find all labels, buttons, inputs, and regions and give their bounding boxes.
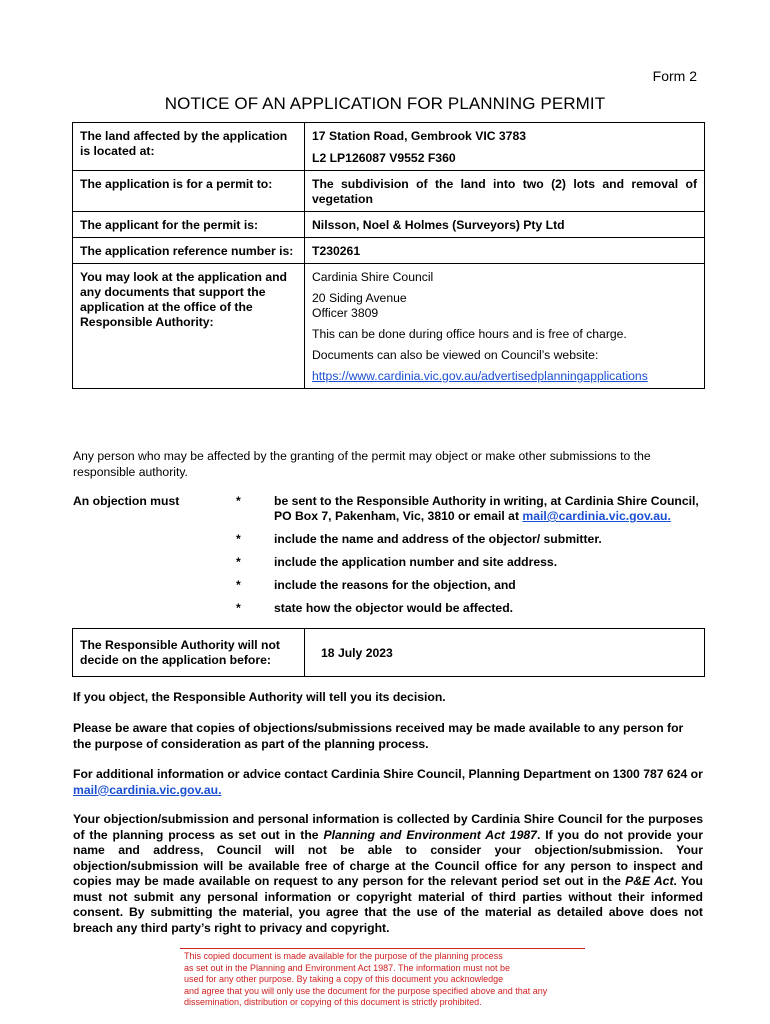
office-hours-note: This can be done during office hours and is free of charge. <box>312 327 627 341</box>
application-details-table <box>72 122 705 389</box>
objection-item-4: include the reasons for the objection, and <box>274 578 516 592</box>
page-title: NOTICE OF AN APPLICATION FOR PLANNING PERMIT <box>164 94 606 113</box>
if-object-text: If you object, the Responsible Authority will tell you its decision. <box>73 690 446 704</box>
objection-item-2: include the name and address of the objector/ submitter. <box>274 532 602 546</box>
table-row <box>73 238 705 264</box>
objection-label: An objection must <box>73 494 180 508</box>
bullet-icon: * <box>236 555 241 569</box>
disclaimer-line-3: used for any other purpose. By taking a copy of this document you acknowledge <box>184 974 504 985</box>
objection-item-1 <box>274 494 703 524</box>
copy-disclaimer <box>184 951 594 1009</box>
copies-text: Please be aware that copies of objections/submissions received may be made available to any person for the purpose of consideration as part of the planning process. <box>73 721 684 751</box>
permit-label: The application is for a permit to: <box>73 171 305 212</box>
land-parcel: L2 LP126087 V9552 F360 <box>312 151 456 165</box>
look-label: You may look at the application and any documents that support the application at the office of the Responsible Authority: <box>73 264 305 389</box>
privacy-part-3: . You must not submit any personal information or copyright material of third parties without their informed consent. By submitting the material, you agree that the use of the material as detailed above does not breach any third party’s right to privacy and copyright. <box>73 874 703 935</box>
objection-item-3: include the application number and site address. <box>274 555 558 569</box>
objection-item <box>73 532 703 547</box>
contact-email-link[interactable]: mail@cardinia.vic.gov.au. <box>73 782 222 797</box>
website-note: Documents can also be viewed on Council’s website: <box>312 348 599 362</box>
table-row <box>73 629 705 677</box>
disclaimer-line-2: as set out in the Planning and Environment Act 1987. The information must not be <box>184 962 511 973</box>
objection-item-5: state how the objector would be affected. <box>274 601 514 615</box>
land-label: The land affected by the application is located at: <box>73 123 305 171</box>
decision-date: 18 July 2023 <box>305 629 705 677</box>
objection-item <box>73 555 703 570</box>
office-street: 20 Siding Avenue <box>312 291 407 305</box>
act-short-name: P&E Act <box>625 874 674 888</box>
form-number: Form 2 <box>652 68 697 84</box>
bullet-icon: * <box>236 494 241 508</box>
bullet-icon: * <box>236 601 241 615</box>
objection-item-1-text: be sent to the Responsible Authority in writing, at Cardinia Shire Council, PO Box 7, Pakenham, Vic, 3810 or email at <box>274 494 699 523</box>
objection-email-link[interactable]: mail@cardinia.vic.gov.au. <box>522 509 671 523</box>
decision-label: The Responsible Authority will not decide on the application before: <box>73 629 305 677</box>
objection-item <box>73 494 703 524</box>
objection-item <box>73 578 703 593</box>
disclaimer-line-4: and agree that you will only use the document for the purpose specified above and that any <box>184 985 548 996</box>
website-link[interactable]: https://www.cardinia.vic.gov.au/advertisedplanningapplications <box>312 369 648 383</box>
act-name: Planning and Environment Act 1987 <box>323 827 537 842</box>
privacy-part-1: Your objection/submission and personal information is collected by Cardinia Shire Council for the purposes of the planning process as set out in the <box>73 812 703 842</box>
land-address: 17 Station Road, Gembrook VIC 3783 <box>312 129 527 143</box>
contact-text-body: For additional information or advice contact Cardinia Shire Council, Planning Department on 1300 787 624 or <box>73 767 703 781</box>
disclaimer-line-5: dissemination, distribution or copying of this document is strictly prohibited. <box>184 997 482 1008</box>
bullet-icon: * <box>236 532 241 546</box>
disclaimer-divider <box>180 948 585 949</box>
objection-item <box>73 601 703 616</box>
table-row <box>73 123 705 171</box>
land-value <box>305 123 705 171</box>
office-name: Cardinia Shire Council <box>312 270 434 284</box>
objection-section <box>73 494 703 624</box>
any-person-text: Any person who may be affected by the granting of the permit may object or make other submissions to the responsible authority. <box>73 449 651 479</box>
privacy-text <box>73 812 703 936</box>
table-row <box>73 264 705 389</box>
table-row <box>73 171 705 212</box>
disclaimer-line-1: This copied document is made available for the purpose of the planning process <box>184 951 503 961</box>
applicant-value: Nilsson, Noel & Holmes (Surveyors) Pty Ltd <box>305 212 705 238</box>
privacy-part-2: . If you do not provide your name and address, Council will not be able to consider your objection/submission. Your objection/submission will be available free of charge at the Council office for any person to inspect and copies may be made available on request to any person for the relevant period set out in the <box>73 827 703 888</box>
applicant-label: The applicant for the permit is: <box>73 212 305 238</box>
table-row <box>73 212 705 238</box>
office-details <box>305 264 705 389</box>
decision-table <box>72 628 705 677</box>
bullet-icon: * <box>236 578 241 592</box>
permit-value: The subdivision of the land into two (2) lots and removal of vegetation <box>305 171 705 212</box>
reference-label: The application reference number is: <box>73 238 305 264</box>
contact-text <box>73 767 703 798</box>
reference-value: T230261 <box>305 238 705 264</box>
office-town: Officer 3809 <box>312 306 379 320</box>
